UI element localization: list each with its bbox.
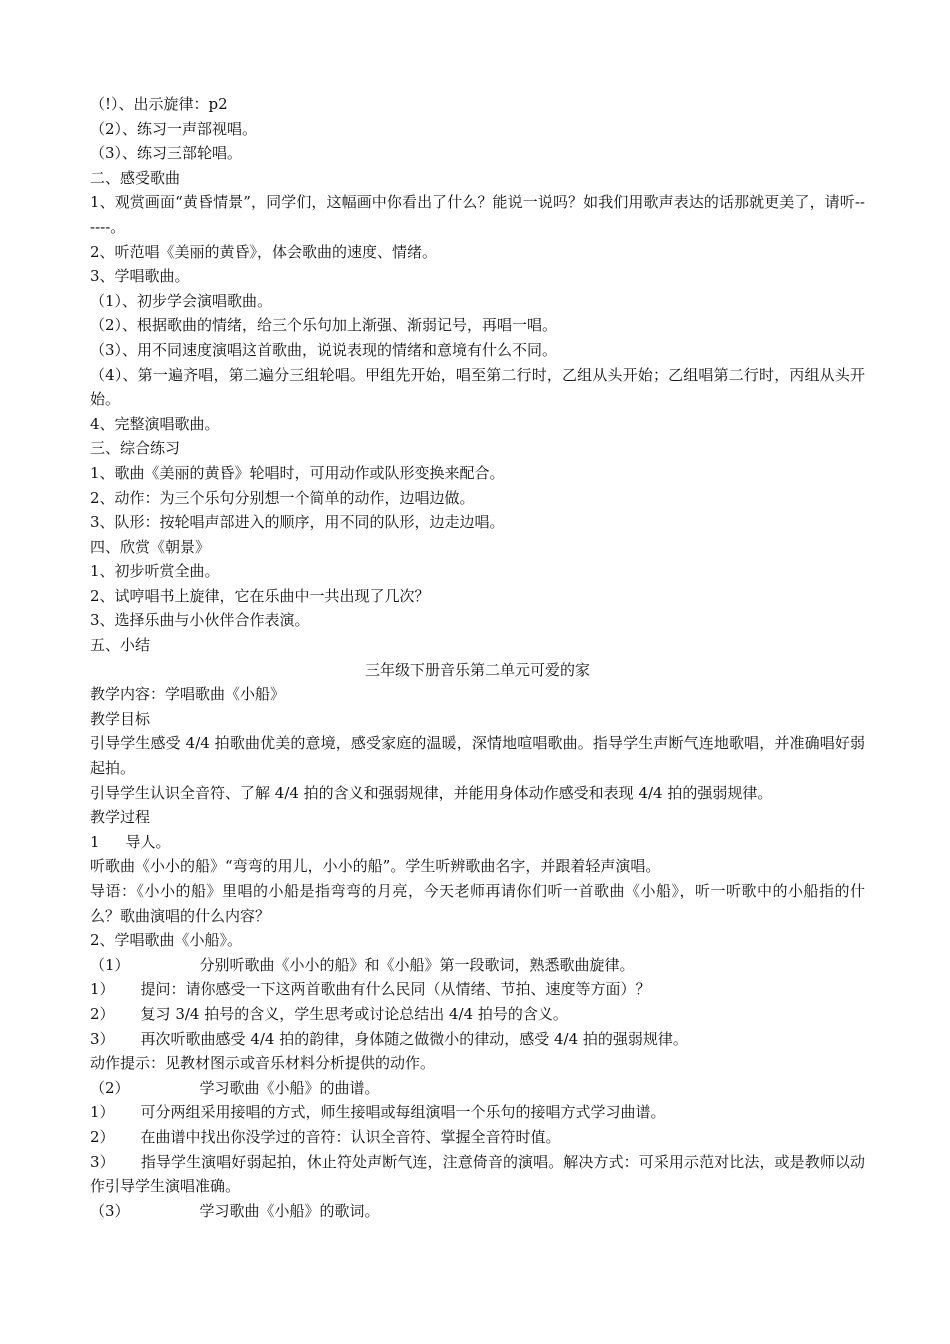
sub-number: 2） <box>90 1004 115 1023</box>
text-line: 4、完整演唱歌曲。 <box>90 414 220 433</box>
step-text: 导人。 <box>125 832 171 851</box>
text-line: 2、动作：为三个乐句分别想一个简单的动作，边唱边做。 <box>90 488 475 507</box>
section-heading: 三、综合练习 <box>90 439 181 458</box>
text-line: （3）、练习三部轮唱。 <box>90 144 243 163</box>
text-line: 动作提示：见教材图示或音乐材料分析提供的动作。 <box>90 1054 436 1073</box>
sub-item <box>90 1150 865 1199</box>
paren-item <box>90 1076 865 1101</box>
text-line: 听歌曲《小小的船》“弯弯的用儿，小小的船”。学生听辨歌曲名字，并跟着轻声演唱。 <box>90 857 661 876</box>
paren-label: （2） <box>90 1078 130 1097</box>
paren-item <box>90 1199 865 1224</box>
sub-item <box>90 1002 865 1027</box>
step-number: 1 <box>90 832 100 851</box>
text-line: 引导学生认识全音符、了解 4/4 拍的含义和强弱规律，并能用身体动作感受和表现 4/4 拍的强弱规律。 <box>90 783 773 802</box>
sub-text: 复习 3/4 拍号的含义，学生思考或讨论总结出 4/4 拍号的含义。 <box>140 1004 568 1023</box>
text-line: 2、听范唱《美丽的黄昏》，体会歌曲的速度、情绪。 <box>90 242 438 261</box>
text-line: 3、选择乐曲与小伙伴合作表演。 <box>90 611 310 630</box>
sub-item <box>90 977 865 1002</box>
text-paragraph: 导语：《小小的船》里唱的小船是指弯弯的月亮，今天老师再请你们听一首歌曲《小船》，听一听歌中的小船指的什么？歌曲演唱的什么内容？ <box>90 882 865 925</box>
text-line: 2、试哼唱书上旋律，它在乐曲中一共出现了几次？ <box>90 586 430 605</box>
text-paragraph: 引导学生感受 4/4 拍歌曲优美的意境，感受家庭的温暖，深情地喧唱歌曲。指导学生声断气连地歌唱，并准确唱好弱起拍。 <box>90 734 865 778</box>
paren-text: 分别听歌曲《小小的船》和《小船》第一段歌词，熟悉歌曲旋律。 <box>199 955 635 974</box>
text-line: 1、歌曲《美丽的黄昏》轮唱时，可用动作或队形变换来配合。 <box>90 463 505 482</box>
paren-label: （3） <box>90 1201 130 1220</box>
text-line: 教学过程 <box>90 808 151 827</box>
paren-text: 学习歌曲《小船》的曲谱。 <box>199 1078 380 1097</box>
text-line: 2、学唱歌曲《小船》。 <box>90 931 243 950</box>
sub-number: 3） <box>90 1029 115 1048</box>
section-heading: 五、小结 <box>90 636 151 655</box>
paren-item <box>90 953 865 978</box>
document-page <box>90 92 865 1223</box>
text-line: （2）、根据歌曲的情绪，给三个乐句加上渐强、渐弱记号，再唱一唱。 <box>90 316 558 335</box>
text-line: （!）、出示旋律：p2 <box>90 95 228 113</box>
sub-item <box>90 1027 865 1052</box>
sub-number: 1） <box>90 980 115 999</box>
text-line: 教学内容：学唱歌曲《小船》 <box>90 685 286 704</box>
text-line: 3、学唱歌曲。 <box>90 267 190 286</box>
text-line: （3）、用不同速度演唱这首歌曲，说说表现的情绪和意境有什么不同。 <box>90 340 558 359</box>
sub-number: 3） <box>90 1152 115 1171</box>
text-line: 1、初步听赏全曲。 <box>90 562 220 581</box>
text-paragraph: （4）、第一遍齐唱，第二遍分三组轮唱。甲组先开始，唱至第二行时，乙组从头开始；乙组唱第二行时，丙组从头开始。 <box>90 365 865 409</box>
sub-text: 指导学生演唱好弱起拍，休止符处声断气连，注意倚音的演唱。解决方式：可采用示范对比法，或是教师以动作引导学生演唱准确。 <box>90 1152 865 1196</box>
sub-text: 可分两组采用接唱的方式，师生接唱或每组演唱一个乐句的接唱方式学习曲谱。 <box>140 1103 666 1122</box>
text-line: 教学目标 <box>90 709 151 728</box>
paren-text: 学习歌曲《小船》的歌词。 <box>199 1201 380 1220</box>
paren-label: （1） <box>90 955 130 974</box>
sub-number: 1） <box>90 1103 115 1122</box>
section-heading: 二、感受歌曲 <box>90 168 181 187</box>
text-line: （1）、初步学会演唱歌曲。 <box>90 291 273 310</box>
sub-item <box>90 1125 865 1150</box>
sub-text: 再次听歌曲感受 4/4 拍的韵律，身体随之做微小的律动，感受 4/4 拍的强弱规律。 <box>140 1029 688 1048</box>
section-heading: 四、欣赏《朝景》 <box>90 537 211 556</box>
text-line: 3、队形：按轮唱声部进入的顺序，用不同的队形，边走边唱。 <box>90 513 505 532</box>
text-paragraph: 1、观赏画面“黄昏情景”，同学们，这幅画中你看出了什么？能说一说吗？如我们用歌声表达的话那就更美了，请听------。 <box>90 193 865 236</box>
sub-number: 2） <box>90 1127 115 1146</box>
text-line: （2）、练习一声部视唱。 <box>90 119 258 138</box>
lesson-title: 三年级下册音乐第二单元可爱的家 <box>364 660 590 679</box>
sub-item <box>90 1100 865 1125</box>
step-line <box>90 830 865 855</box>
sub-text: 在曲谱中找出你没学过的音符：认识全音符、掌握全音符时值。 <box>140 1127 561 1146</box>
sub-text: 提问：请你感受一下这两首歌曲有什么民同（从情绪、节拍、速度等方面）？ <box>140 980 651 999</box>
